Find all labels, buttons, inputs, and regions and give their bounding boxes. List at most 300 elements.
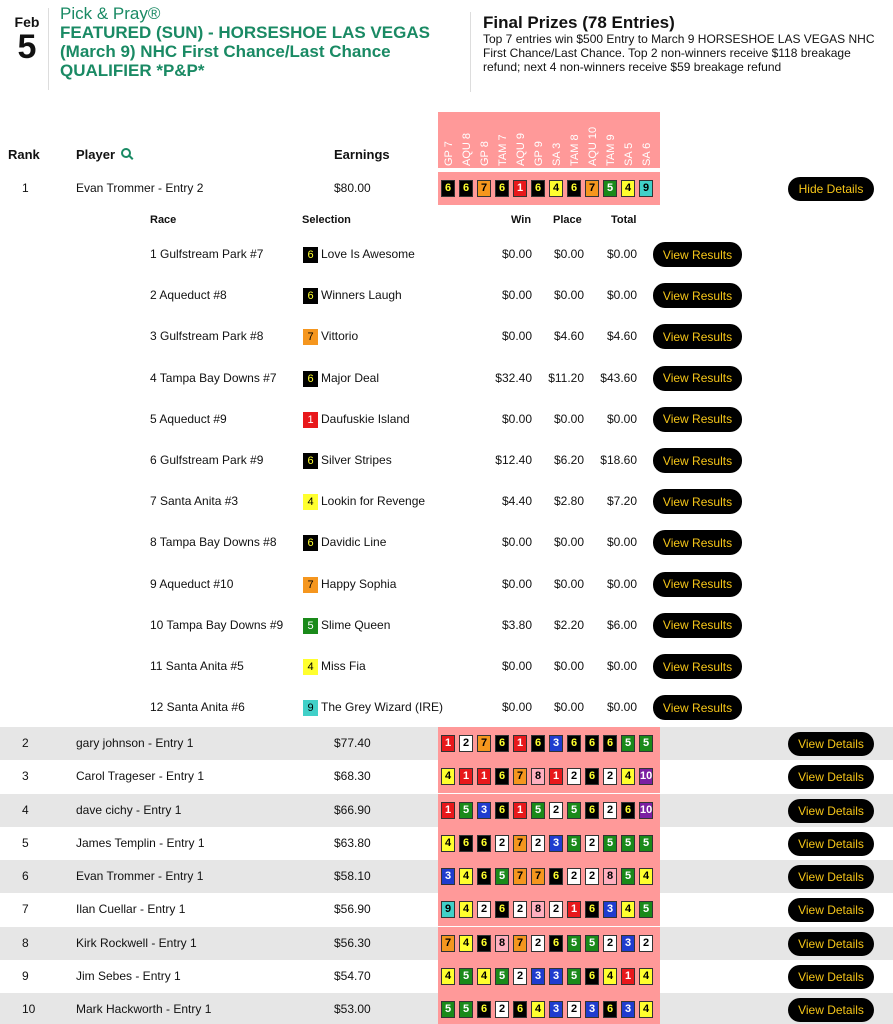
event-title-block: [60, 4, 460, 80]
pick-box: 5: [621, 868, 635, 885]
pick-box: 6: [495, 768, 509, 785]
pick-box: 2: [603, 935, 617, 952]
win-amount: $0.00: [501, 576, 532, 591]
place-amount: $11.20: [548, 370, 584, 385]
race-label-text: SA 3: [551, 142, 563, 166]
pick-box: 6: [531, 180, 545, 197]
selection-number: 5: [303, 618, 318, 634]
table-row: [0, 727, 893, 760]
horse-name: Slime Queen: [321, 617, 391, 632]
pick-box: 7: [585, 180, 599, 197]
pick-box: 3: [477, 802, 491, 819]
pick-box: 2: [549, 901, 563, 918]
pick-box: 6: [441, 180, 455, 197]
pick-box: 6: [513, 1001, 527, 1018]
pick-box: 4: [441, 768, 455, 785]
detail-row: [0, 358, 893, 399]
win-amount: $0.00: [501, 288, 532, 303]
detail-row: [0, 646, 893, 687]
pick-box: 6: [621, 802, 635, 819]
horse-name: Silver Stripes: [321, 453, 392, 467]
pick-box: 5: [459, 802, 473, 819]
rank-cell: 8: [22, 936, 29, 950]
race-column-label: [549, 112, 567, 166]
pick-box: 2: [603, 802, 617, 819]
view-details-button[interactable]: View Details: [788, 832, 874, 856]
pick-box: 5: [459, 1001, 473, 1018]
brand-name: Pick & Pray®: [60, 4, 161, 23]
pick-box: 6: [531, 735, 545, 752]
view-results-button[interactable]: View Results: [653, 489, 742, 514]
table-row: [0, 960, 893, 993]
pick-box: 8: [531, 901, 545, 918]
pick-box: 6: [477, 835, 491, 852]
rank-cell: 9: [22, 969, 29, 983]
pick-box: 2: [531, 835, 545, 852]
total-amount: $0.00: [606, 247, 637, 261]
horse-name: Miss Fia: [321, 659, 366, 673]
detail-row: [0, 687, 893, 728]
picks-strip: [438, 794, 660, 827]
rank-cell: 10: [22, 1002, 36, 1016]
pick-box: 3: [549, 735, 563, 752]
view-results-button[interactable]: View Results: [653, 242, 742, 267]
place-amount: $6.20: [553, 453, 584, 467]
race-name: 5 Aqueduct #9: [150, 411, 227, 426]
pick-box: 6: [495, 802, 509, 819]
pick-box: 6: [567, 735, 581, 752]
win-amount: $12.40: [495, 453, 532, 467]
pick-box: 1: [477, 768, 491, 785]
horse-name: Happy Sophia: [321, 576, 397, 591]
pick-box: 5: [495, 868, 509, 885]
event-header: [0, 0, 893, 110]
picks-strip: [438, 927, 660, 960]
pick-box: 2: [585, 868, 599, 885]
pick-box: 6: [603, 735, 617, 752]
pick-box: 5: [567, 968, 581, 985]
pick-box: 4: [621, 180, 635, 197]
win-amount: $0.00: [501, 535, 532, 550]
pick-box: 6: [603, 1001, 617, 1018]
pick-box: 7: [477, 180, 491, 197]
race-column-label: [513, 112, 531, 166]
pick-box: 4: [603, 968, 617, 985]
race-name: 4 Tampa Bay Downs #7: [150, 370, 277, 385]
player-name: Carol Trageser - Entry 1: [76, 769, 205, 783]
player-name: dave cichy - Entry 1: [76, 803, 182, 817]
pick-box: 1: [549, 768, 563, 785]
win-amount: $0.00: [501, 247, 532, 261]
pick-box: 5: [567, 935, 581, 952]
player-name: Mark Hackworth - Entry 1: [76, 1002, 212, 1016]
detail-row: [0, 440, 893, 481]
detail-row: [0, 316, 893, 357]
picks-strip: [438, 860, 660, 893]
race-name: 7 Santa Anita #3: [150, 494, 239, 509]
selection-number: 6: [303, 371, 318, 387]
race-column-label: [603, 112, 621, 166]
total-amount: $0.00: [606, 659, 637, 673]
view-details-button[interactable]: View Details: [788, 799, 874, 823]
total-amount: $4.60: [606, 329, 637, 344]
table-row: [0, 827, 893, 860]
place-amount: $0.00: [553, 535, 584, 550]
view-details-button[interactable]: View Details: [788, 998, 874, 1022]
pick-box: 2: [531, 935, 545, 952]
race-column-label: [495, 112, 513, 166]
view-details-button[interactable]: View Details: [788, 865, 874, 889]
pick-box: 10: [639, 768, 653, 785]
view-results-button[interactable]: View Results: [653, 448, 742, 473]
hide-details-button[interactable]: Hide Details: [788, 177, 874, 201]
earnings-cell: $80.00: [334, 181, 371, 195]
table-row: [0, 794, 893, 827]
earnings-cell: $56.90: [334, 902, 371, 916]
pick-box: 6: [477, 1001, 491, 1018]
view-results-button[interactable]: View Results: [653, 572, 742, 597]
pick-box: 7: [477, 735, 491, 752]
race-name: 11 Santa Anita #5: [150, 659, 244, 673]
pick-box: 7: [513, 835, 527, 852]
pick-box: 2: [477, 901, 491, 918]
pick-box: 6: [585, 735, 599, 752]
pick-box: 2: [567, 768, 581, 785]
pick-box: 6: [567, 180, 581, 197]
picks-strip: [438, 727, 660, 760]
detail-selection-header: Selection: [302, 214, 351, 226]
pick-box: 6: [585, 802, 599, 819]
selection-number: 6: [303, 247, 318, 263]
view-results-button[interactable]: View Results: [653, 324, 742, 349]
place-amount: $0.00: [553, 288, 584, 303]
race-label-text: AQU 10: [587, 126, 599, 166]
table-row: [0, 760, 893, 793]
view-results-button[interactable]: View Results: [653, 530, 742, 555]
picks-strip: [438, 827, 660, 860]
view-details-button[interactable]: View Details: [788, 898, 874, 922]
pick-box: 2: [603, 768, 617, 785]
race-column-label: [639, 112, 657, 166]
pick-box: 6: [585, 901, 599, 918]
rank-cell: 7: [22, 902, 29, 916]
pick-box: 2: [567, 1001, 581, 1018]
horse-name: Major Deal: [321, 370, 380, 385]
pick-box: 3: [603, 901, 617, 918]
race-column-label: [441, 112, 459, 166]
rank-cell: 5: [22, 836, 29, 850]
pick-box: 1: [441, 802, 455, 819]
pick-box: 4: [621, 901, 635, 918]
player-name: James Templin - Entry 1: [76, 836, 205, 850]
pick-box: 5: [441, 1001, 455, 1018]
earnings-cell: $58.10: [334, 869, 371, 883]
selection-number: 4: [303, 494, 318, 510]
rank-cell: 1: [22, 181, 29, 195]
view-details-button[interactable]: View Details: [788, 732, 874, 756]
earnings-cell: $63.80: [334, 836, 371, 850]
earnings-cell: $56.30: [334, 936, 371, 950]
pick-box: 8: [495, 935, 509, 952]
selection-number: 6: [303, 288, 318, 304]
player-name: Evan Trommer - Entry 1: [76, 869, 204, 883]
detail-win-header: Win: [511, 214, 532, 226]
prizes-block: [483, 14, 883, 74]
pick-box: 4: [639, 968, 653, 985]
pick-box: 8: [603, 868, 617, 885]
pick-box: 2: [513, 968, 527, 985]
pick-box: 3: [549, 968, 563, 985]
win-amount: $32.40: [495, 370, 532, 385]
pick-box: 5: [603, 835, 617, 852]
total-amount: $0.00: [606, 288, 637, 303]
win-amount: $4.40: [501, 494, 532, 509]
race-name: 10 Tampa Bay Downs #9: [150, 617, 284, 632]
rank-cell: 4: [22, 803, 29, 817]
pick-box: 6: [477, 868, 491, 885]
pick-box: 4: [621, 768, 635, 785]
selection-number: 1: [303, 412, 318, 428]
picks-strip: [438, 760, 660, 793]
pick-box: 6: [549, 868, 563, 885]
race-name: 9 Aqueduct #10: [150, 576, 234, 591]
pick-box: 4: [459, 901, 473, 918]
race-label-text: TAM 7: [497, 134, 509, 166]
rank-cell: 6: [22, 869, 29, 883]
pick-box: 2: [567, 868, 581, 885]
earnings-cell: $68.30: [334, 769, 371, 783]
detail-row: [0, 564, 893, 605]
event-day: 5: [17, 28, 37, 66]
pick-box: 2: [495, 1001, 509, 1018]
detail-row: [0, 522, 893, 563]
earnings-cell: $66.90: [334, 803, 371, 817]
view-results-button[interactable]: View Results: [653, 613, 742, 638]
pick-box: 2: [495, 835, 509, 852]
table-row: [0, 993, 893, 1024]
pick-box: 9: [441, 901, 455, 918]
selection-number: 6: [303, 453, 318, 469]
horse-name: Winners Laugh: [321, 288, 402, 303]
event-title: FEATURED (SUN) - HORSESHOE LAS VEGAS (March 9) NHC First Chance/Last Chance QUALIFIER *P&P*: [60, 23, 430, 80]
win-amount: $0.00: [501, 329, 532, 344]
total-amount: $0.00: [606, 576, 637, 591]
detail-race-header: Race: [150, 214, 177, 226]
horse-name: Love Is Awesome: [321, 247, 415, 261]
table-row: [0, 860, 893, 893]
pick-box: 3: [441, 868, 455, 885]
pick-box: 7: [441, 935, 455, 952]
total-amount: $0.00: [606, 411, 637, 426]
pick-box: 3: [621, 935, 635, 952]
player-header[interactable]: [76, 147, 131, 162]
horse-name: Daufuskie Island: [321, 411, 410, 426]
detail-row: [0, 605, 893, 646]
pick-box: 2: [585, 835, 599, 852]
race-label-text: AQU 8: [461, 132, 473, 166]
race-name: 2 Aqueduct #8: [150, 288, 227, 303]
race-name: 12 Santa Anita #6: [150, 700, 245, 715]
pick-box: 6: [549, 935, 563, 952]
race-column-label: [621, 112, 639, 166]
race-column-header: [438, 112, 660, 168]
pick-box: 7: [513, 868, 527, 885]
horse-name: Vittorio: [321, 329, 359, 344]
pick-box: 10: [639, 802, 653, 819]
pick-box: 6: [495, 901, 509, 918]
pick-box: 1: [513, 735, 527, 752]
pick-box: 6: [585, 968, 599, 985]
total-amount: $43.60: [600, 370, 637, 385]
pick-box: 1: [513, 180, 527, 197]
pick-box: 4: [531, 1001, 545, 1018]
win-amount: $0.00: [501, 411, 532, 426]
earnings-cell: $53.00: [334, 1002, 371, 1016]
detail-row: [0, 399, 893, 440]
view-results-button[interactable]: View Results: [653, 366, 742, 391]
pick-box: 6: [495, 180, 509, 197]
race-name: 3 Gulfstream Park #8: [150, 329, 264, 344]
total-amount: $7.20: [606, 494, 637, 509]
place-amount: $2.20: [553, 617, 584, 632]
pick-box: 4: [441, 968, 455, 985]
event-date: [10, 14, 44, 64]
picks-strip: [438, 993, 660, 1024]
selection-number: 7: [303, 329, 318, 345]
table-row: [0, 172, 893, 205]
total-amount: $18.60: [600, 453, 637, 467]
pick-box: 2: [639, 935, 653, 952]
race-column-label: [531, 112, 549, 166]
race-label-text: TAM 9: [605, 134, 617, 166]
pick-box: 7: [513, 935, 527, 952]
pick-box: 5: [567, 802, 581, 819]
race-column-label: [585, 112, 603, 166]
view-details-button[interactable]: View Details: [788, 932, 874, 956]
search-icon[interactable]: [121, 148, 131, 158]
place-amount: $0.00: [553, 411, 584, 426]
pick-box: 3: [621, 1001, 635, 1018]
pick-box: 4: [441, 835, 455, 852]
earnings-cell: $54.70: [334, 969, 371, 983]
player-name: Kirk Rockwell - Entry 1: [76, 936, 197, 950]
pick-box: 1: [567, 901, 581, 918]
race-label-text: AQU 9: [515, 132, 527, 166]
pick-box: 5: [603, 180, 617, 197]
pick-box: 5: [459, 968, 473, 985]
pick-box: 7: [513, 768, 527, 785]
place-amount: $0.00: [553, 247, 584, 261]
pick-box: 4: [459, 868, 473, 885]
horse-name: The Grey Wizard (IRE): [321, 700, 444, 715]
horse-name: Davidic Line: [321, 535, 387, 550]
pick-box: 3: [549, 1001, 563, 1018]
selection-number: 4: [303, 659, 318, 675]
divider: [48, 8, 49, 90]
race-name: 1 Gulfstream Park #7: [150, 247, 264, 261]
pick-box: 5: [639, 735, 653, 752]
detail-row: [0, 275, 893, 316]
pick-box: 6: [459, 835, 473, 852]
total-amount: $0.00: [606, 535, 637, 550]
win-amount: $0.00: [501, 700, 532, 715]
race-column-label: [477, 112, 495, 166]
race-label-text: TAM 8: [569, 134, 581, 166]
pick-box: 5: [567, 835, 581, 852]
pick-box: 1: [459, 768, 473, 785]
selection-number: 9: [303, 700, 318, 716]
pick-box: 9: [639, 180, 653, 197]
race-label-text: GP 7: [443, 141, 455, 166]
selection-number: 7: [303, 577, 318, 593]
place-amount: $4.60: [553, 329, 584, 344]
view-results-button[interactable]: View Results: [653, 407, 742, 432]
rank-header: Rank: [8, 147, 40, 162]
player-name: Evan Trommer - Entry 2: [76, 181, 204, 195]
prizes-text: Top 7 entries win $500 Entry to March 9 HORSESHOE LAS VEGAS NHC First Chance/Last Chance. Top 2 non-winners receive $118 breakage refund; next 4 non-winners receive $59 breakage refund: [483, 32, 875, 74]
race-column-label: [567, 112, 585, 166]
race-name: 8 Tampa Bay Downs #8: [150, 535, 277, 550]
detail-total-header: Total: [611, 214, 637, 226]
rank-cell: 3: [22, 769, 29, 783]
pick-box: 5: [531, 802, 545, 819]
pick-box: 5: [495, 968, 509, 985]
view-results-button[interactable]: View Results: [653, 283, 742, 308]
view-details-button[interactable]: View Details: [788, 765, 874, 789]
win-amount: $3.80: [501, 617, 532, 632]
pick-box: 5: [639, 835, 653, 852]
total-amount: $6.00: [606, 617, 637, 632]
race-label-text: SA 5: [623, 142, 635, 166]
race-name: 6 Gulfstream Park #9: [150, 453, 264, 467]
pick-box: 6: [585, 768, 599, 785]
table-row: [0, 893, 893, 926]
event-month: Feb: [14, 14, 40, 30]
pick-box: 6: [477, 935, 491, 952]
race-label-text: SA 6: [641, 142, 653, 166]
picks-strip: [438, 960, 660, 993]
win-amount: $0.00: [501, 659, 532, 673]
pick-box: 1: [441, 735, 455, 752]
view-results-button[interactable]: View Results: [653, 695, 742, 720]
pick-box: 8: [531, 768, 545, 785]
place-amount: $0.00: [553, 576, 584, 591]
pick-box: 2: [549, 802, 563, 819]
selection-number: 6: [303, 535, 318, 551]
detail-row: [0, 481, 893, 522]
player-name: gary johnson - Entry 1: [76, 736, 194, 750]
view-results-button[interactable]: View Results: [653, 654, 742, 679]
pick-box: 4: [549, 180, 563, 197]
pick-box: 4: [459, 935, 473, 952]
prizes-heading: Final Prizes (78 Entries): [483, 13, 675, 32]
place-amount: $0.00: [553, 700, 584, 715]
pick-box: 6: [495, 735, 509, 752]
earnings-cell: $77.40: [334, 736, 371, 750]
view-details-button[interactable]: View Details: [788, 965, 874, 989]
pick-box: 3: [531, 968, 545, 985]
pick-box: 4: [639, 1001, 653, 1018]
pick-box: 7: [531, 868, 545, 885]
place-amount: $0.00: [553, 659, 584, 673]
pick-box: 4: [639, 868, 653, 885]
pick-box: 2: [513, 901, 527, 918]
total-amount: $0.00: [606, 700, 637, 715]
divider: [470, 12, 471, 92]
place-amount: $2.80: [553, 494, 584, 509]
picks-strip: [438, 172, 660, 205]
pick-box: 5: [585, 935, 599, 952]
